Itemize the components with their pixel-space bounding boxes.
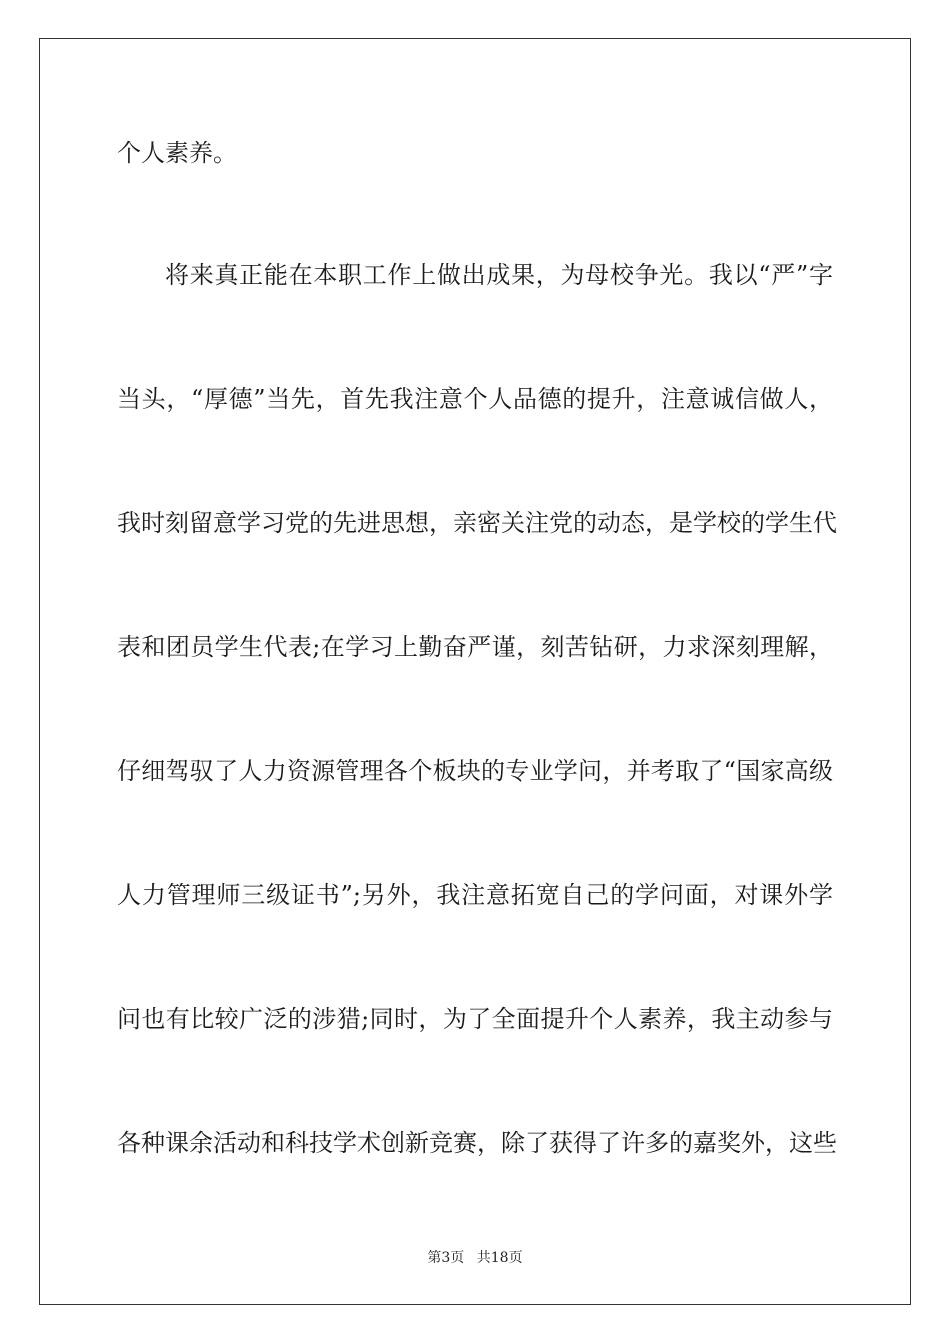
page-number: 第3页 [427,1250,465,1266]
body-text-line: 我时刻留意学习党的先进思想，亲密关注党的动态，是学校的学生代 [117,509,837,537]
body-text-line: 当头，“厚德”当先，首先我注意个人品德的提升，注意诚信做人， [117,385,833,413]
body-text-line: 将来真正能在本职工作上做出成果，为母校争光。我以“严”字 [165,261,833,289]
body-text-line: 个人素养。 [117,139,237,167]
page-footer [0,1248,950,1268]
body-text-line: 问也有比较广泛的涉猎;同时，为了全面提升个人素养，我主动参与 [117,1005,833,1033]
page-border [39,38,911,1305]
body-text-line: 表和团员学生代表;在学习上勤奋严谨，刻苦钻研，力求深刻理解， [117,633,833,661]
body-text-line: 人力管理师三级证书”;另外，我注意拓宽自己的学问面，对课外学 [117,881,833,909]
body-text-line: 各种课余活动和科技学术创新竞赛，除了获得了许多的嘉奖外，这些 [117,1129,837,1157]
body-text-line: 仔细驾驭了人力资源管理各个板块的专业学问，并考取了“国家高级 [117,757,833,785]
total-pages: 共18页 [476,1250,523,1266]
